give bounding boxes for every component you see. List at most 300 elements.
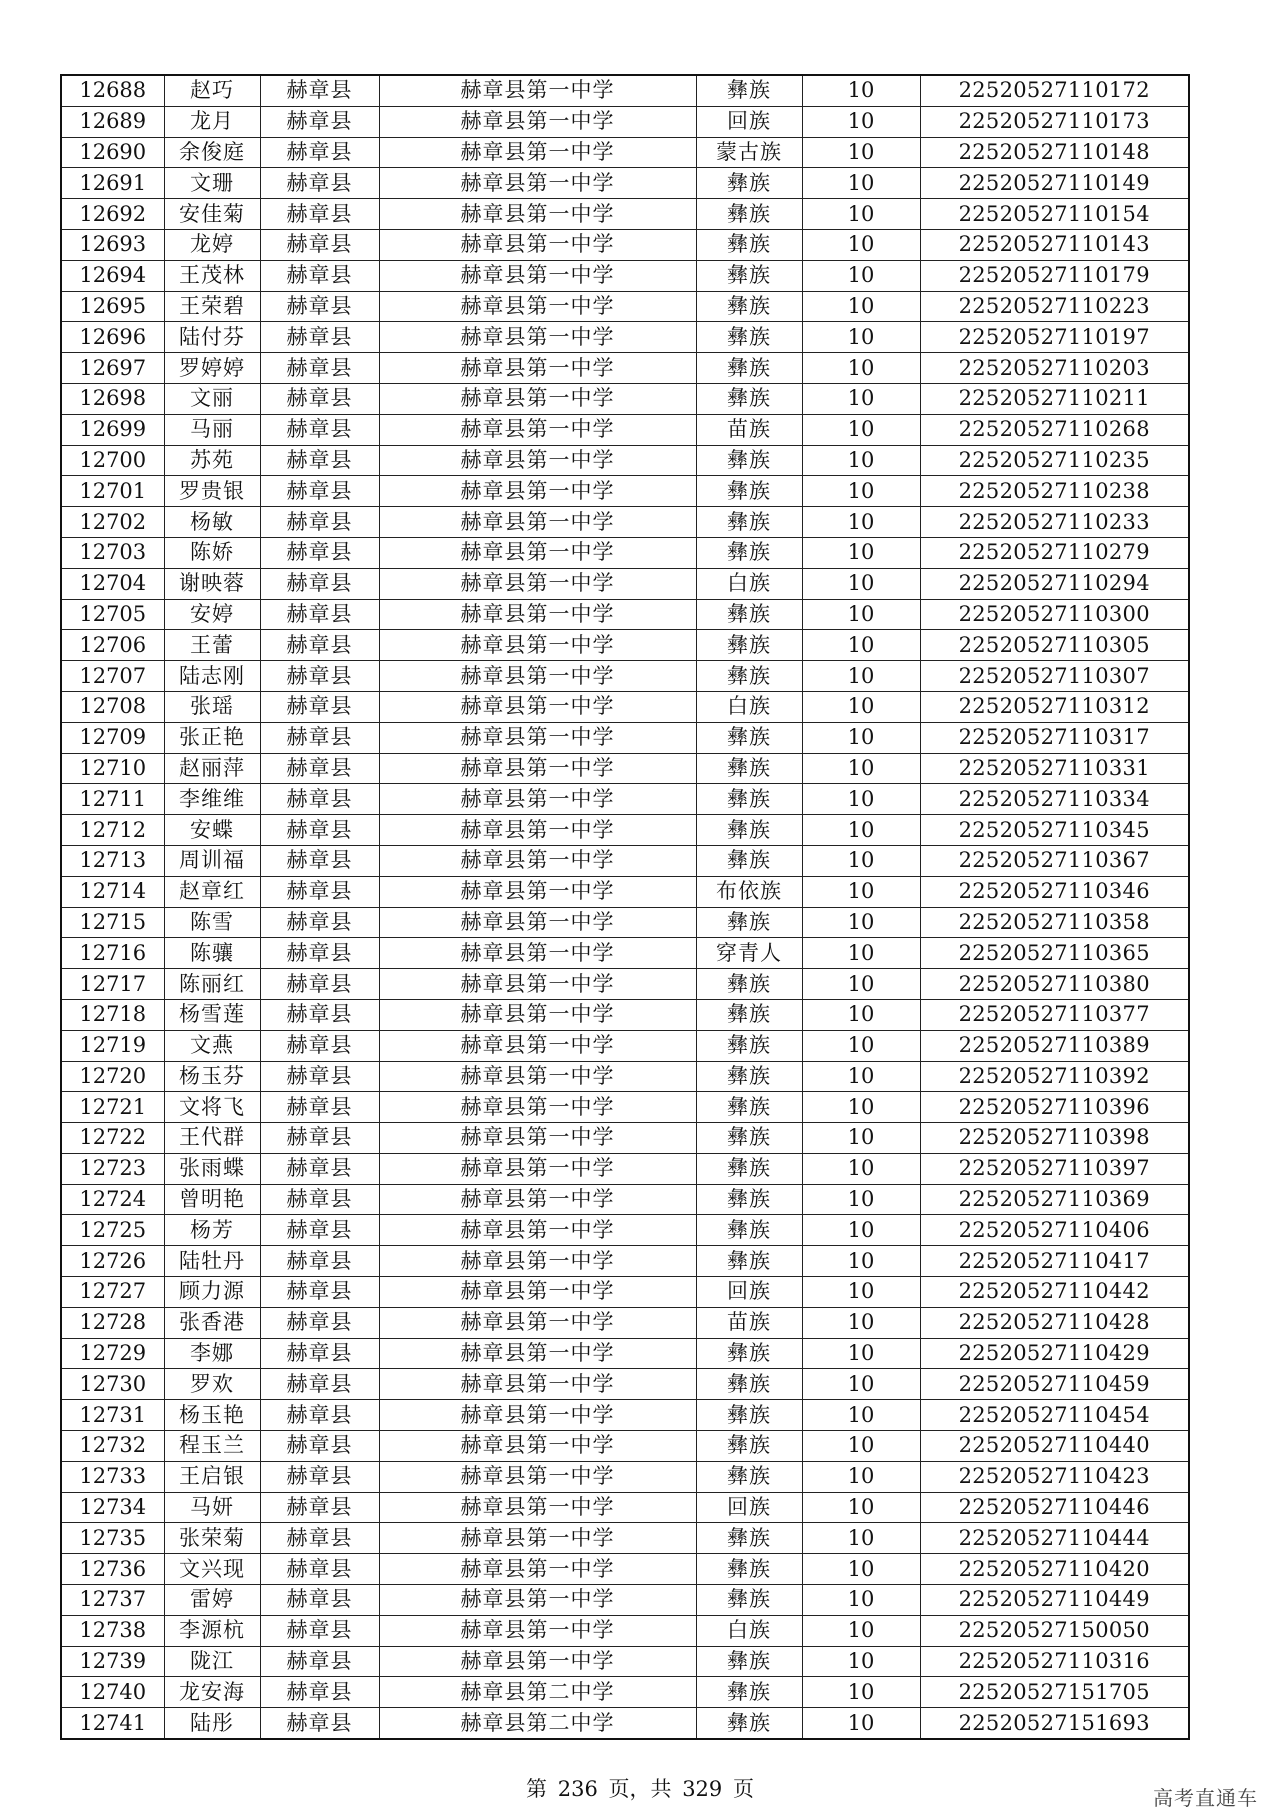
cell-school: 赫章县第一中学 (379, 1307, 696, 1338)
cell-score: 10 (802, 568, 920, 599)
cell-county: 赫章县 (260, 1215, 379, 1246)
cell-student-name: 陈丽红 (164, 969, 260, 1000)
cell-ethnicity: 彝族 (696, 229, 802, 260)
footer-prefix: 第 (526, 1777, 548, 1801)
cell-exam-number: 22520527110429 (920, 1338, 1189, 1369)
cell-county: 赫章县 (260, 845, 379, 876)
cell-exam-number: 22520527110367 (920, 845, 1189, 876)
cell-score: 10 (802, 75, 920, 106)
cell-ethnicity: 回族 (696, 106, 802, 137)
cell-county: 赫章县 (260, 291, 379, 322)
cell-ethnicity: 回族 (696, 1492, 802, 1523)
cell-exam-number: 22520527110197 (920, 322, 1189, 353)
table-row (61, 1277, 1189, 1308)
cell-row-index: 12700 (61, 445, 164, 476)
cell-student-name: 陆牡丹 (164, 1246, 260, 1277)
cell-county: 赫章县 (260, 1492, 379, 1523)
cell-exam-number: 22520527110454 (920, 1400, 1189, 1431)
cell-student-name: 罗贵银 (164, 476, 260, 507)
table-row (61, 414, 1189, 445)
cell-row-index: 12703 (61, 537, 164, 568)
cell-county: 赫章县 (260, 876, 379, 907)
cell-school: 赫章县第一中学 (379, 876, 696, 907)
cell-score: 10 (802, 1708, 920, 1739)
cell-row-index: 12713 (61, 845, 164, 876)
cell-exam-number: 22520527110305 (920, 630, 1189, 661)
cell-school: 赫章县第一中学 (379, 353, 696, 384)
cell-ethnicity: 彝族 (696, 537, 802, 568)
cell-score: 10 (802, 907, 920, 938)
cell-ethnicity: 彝族 (696, 1153, 802, 1184)
cell-student-name: 杨敏 (164, 507, 260, 538)
cell-ethnicity: 彝族 (696, 661, 802, 692)
cell-school: 赫章县第一中学 (379, 1184, 696, 1215)
cell-school: 赫章县第一中学 (379, 383, 696, 414)
cell-school: 赫章县第一中学 (379, 784, 696, 815)
cell-student-name: 龙月 (164, 106, 260, 137)
cell-exam-number: 22520527110294 (920, 568, 1189, 599)
cell-school: 赫章县第一中学 (379, 137, 696, 168)
cell-row-index: 12708 (61, 691, 164, 722)
cell-score: 10 (802, 199, 920, 230)
cell-score: 10 (802, 168, 920, 199)
cell-school: 赫章县第二中学 (379, 1677, 696, 1708)
cell-school: 赫章县第二中学 (379, 1708, 696, 1739)
cell-row-index: 12739 (61, 1646, 164, 1677)
table-row (61, 1523, 1189, 1554)
cell-row-index: 12706 (61, 630, 164, 661)
cell-score: 10 (802, 476, 920, 507)
table-row (61, 168, 1189, 199)
cell-score: 10 (802, 537, 920, 568)
cell-exam-number: 22520527110358 (920, 907, 1189, 938)
cell-student-name: 罗欢 (164, 1369, 260, 1400)
cell-county: 赫章县 (260, 1369, 379, 1400)
cell-score: 10 (802, 1585, 920, 1616)
cell-score: 10 (802, 630, 920, 661)
cell-student-name: 马妍 (164, 1492, 260, 1523)
cell-ethnicity: 彝族 (696, 260, 802, 291)
cell-exam-number: 22520527110365 (920, 938, 1189, 969)
table-row (61, 322, 1189, 353)
cell-county: 赫章县 (260, 137, 379, 168)
cell-score: 10 (802, 938, 920, 969)
cell-student-name: 张正艳 (164, 722, 260, 753)
cell-exam-number: 22520527110317 (920, 722, 1189, 753)
cell-row-index: 12740 (61, 1677, 164, 1708)
cell-ethnicity: 彝族 (696, 599, 802, 630)
cell-student-name: 龙安海 (164, 1677, 260, 1708)
cell-student-name: 陈雪 (164, 907, 260, 938)
cell-ethnicity: 彝族 (696, 1184, 802, 1215)
cell-row-index: 12698 (61, 383, 164, 414)
cell-score: 10 (802, 784, 920, 815)
cell-ethnicity: 彝族 (696, 1092, 802, 1123)
cell-exam-number: 22520527110397 (920, 1153, 1189, 1184)
cell-school: 赫章县第一中学 (379, 568, 696, 599)
cell-county: 赫章县 (260, 507, 379, 538)
cell-county: 赫章县 (260, 168, 379, 199)
table-row (61, 353, 1189, 384)
table-row (61, 1400, 1189, 1431)
cell-county: 赫章县 (260, 1277, 379, 1308)
cell-exam-number: 22520527110392 (920, 1061, 1189, 1092)
cell-ethnicity: 彝族 (696, 784, 802, 815)
footer-total-pages: 329 (682, 1777, 723, 1801)
cell-row-index: 12716 (61, 938, 164, 969)
cell-school: 赫章县第一中学 (379, 1431, 696, 1462)
cell-county: 赫章县 (260, 568, 379, 599)
cell-exam-number: 22520527110345 (920, 815, 1189, 846)
cell-county: 赫章县 (260, 537, 379, 568)
cell-ethnicity: 布依族 (696, 876, 802, 907)
cell-county: 赫章县 (260, 199, 379, 230)
cell-row-index: 12732 (61, 1431, 164, 1462)
cell-score: 10 (802, 322, 920, 353)
cell-exam-number: 22520527110279 (920, 537, 1189, 568)
cell-ethnicity: 彝族 (696, 1431, 802, 1462)
cell-county: 赫章县 (260, 599, 379, 630)
table-row (61, 1153, 1189, 1184)
table-row (61, 229, 1189, 260)
cell-ethnicity: 彝族 (696, 476, 802, 507)
cell-ethnicity: 彝族 (696, 845, 802, 876)
table-row (61, 845, 1189, 876)
cell-exam-number: 22520527110446 (920, 1492, 1189, 1523)
cell-county: 赫章县 (260, 1092, 379, 1123)
table-row (61, 1492, 1189, 1523)
cell-school: 赫章县第一中学 (379, 168, 696, 199)
table-row (61, 507, 1189, 538)
cell-exam-number: 22520527110423 (920, 1461, 1189, 1492)
cell-row-index: 12720 (61, 1061, 164, 1092)
table-row (61, 691, 1189, 722)
cell-ethnicity: 彝族 (696, 815, 802, 846)
cell-school: 赫章县第一中学 (379, 537, 696, 568)
cell-school: 赫章县第一中学 (379, 1338, 696, 1369)
cell-score: 10 (802, 1677, 920, 1708)
cell-ethnicity: 彝族 (696, 1123, 802, 1154)
cell-score: 10 (802, 445, 920, 476)
cell-exam-number: 22520527110173 (920, 106, 1189, 137)
table-row (61, 1585, 1189, 1616)
cell-score: 10 (802, 722, 920, 753)
cell-county: 赫章县 (260, 1061, 379, 1092)
table-row (61, 815, 1189, 846)
cell-row-index: 12734 (61, 1492, 164, 1523)
cell-county: 赫章县 (260, 75, 379, 106)
cell-school: 赫章县第一中学 (379, 1215, 696, 1246)
cell-school: 赫章县第一中学 (379, 1061, 696, 1092)
cell-county: 赫章县 (260, 414, 379, 445)
cell-school: 赫章县第一中学 (379, 1461, 696, 1492)
cell-score: 10 (802, 1061, 920, 1092)
cell-ethnicity: 彝族 (696, 1030, 802, 1061)
table-row (61, 999, 1189, 1030)
cell-school: 赫章县第一中学 (379, 1092, 696, 1123)
cell-exam-number: 22520527110377 (920, 999, 1189, 1030)
cell-county: 赫章县 (260, 1030, 379, 1061)
cell-exam-number: 22520527110449 (920, 1585, 1189, 1616)
cell-row-index: 12707 (61, 661, 164, 692)
cell-student-name: 龙婷 (164, 229, 260, 260)
cell-school: 赫章县第一中学 (379, 969, 696, 1000)
table-row (61, 476, 1189, 507)
cell-exam-number: 22520527110398 (920, 1123, 1189, 1154)
cell-row-index: 12722 (61, 1123, 164, 1154)
cell-row-index: 12694 (61, 260, 164, 291)
cell-ethnicity: 彝族 (696, 1554, 802, 1585)
cell-score: 10 (802, 260, 920, 291)
cell-school: 赫章县第一中学 (379, 199, 696, 230)
cell-row-index: 12735 (61, 1523, 164, 1554)
cell-student-name: 罗婷婷 (164, 353, 260, 384)
cell-row-index: 12691 (61, 168, 164, 199)
cell-student-name: 文兴现 (164, 1554, 260, 1585)
cell-exam-number: 22520527110148 (920, 137, 1189, 168)
cell-county: 赫章县 (260, 1246, 379, 1277)
cell-student-name: 周训福 (164, 845, 260, 876)
cell-ethnicity: 彝族 (696, 291, 802, 322)
cell-county: 赫章县 (260, 1615, 379, 1646)
cell-school: 赫章县第一中学 (379, 476, 696, 507)
table-row (61, 1184, 1189, 1215)
cell-ethnicity: 彝族 (696, 907, 802, 938)
table-row (61, 630, 1189, 661)
cell-ethnicity: 彝族 (696, 1708, 802, 1739)
cell-school: 赫章县第一中学 (379, 999, 696, 1030)
cell-student-name: 文丽 (164, 383, 260, 414)
table-row (61, 291, 1189, 322)
cell-student-name: 文珊 (164, 168, 260, 199)
cell-row-index: 12714 (61, 876, 164, 907)
cell-exam-number: 22520527110316 (920, 1646, 1189, 1677)
cell-student-name: 陈娇 (164, 537, 260, 568)
cell-county: 赫章县 (260, 1123, 379, 1154)
cell-ethnicity: 彝族 (696, 1400, 802, 1431)
cell-row-index: 12690 (61, 137, 164, 168)
cell-school: 赫章县第一中学 (379, 1492, 696, 1523)
cell-row-index: 12738 (61, 1615, 164, 1646)
cell-row-index: 12711 (61, 784, 164, 815)
cell-row-index: 12737 (61, 1585, 164, 1616)
cell-score: 10 (802, 1369, 920, 1400)
cell-score: 10 (802, 815, 920, 846)
watermark-text: 高考直通车 (1153, 1786, 1258, 1810)
cell-school: 赫章县第一中学 (379, 815, 696, 846)
cell-row-index: 12710 (61, 753, 164, 784)
cell-ethnicity: 彝族 (696, 75, 802, 106)
cell-row-index: 12701 (61, 476, 164, 507)
cell-exam-number: 22520527110380 (920, 969, 1189, 1000)
cell-exam-number: 22520527110143 (920, 229, 1189, 260)
cell-ethnicity: 彝族 (696, 322, 802, 353)
cell-county: 赫章县 (260, 322, 379, 353)
cell-county: 赫章县 (260, 1677, 379, 1708)
cell-exam-number: 22520527151693 (920, 1708, 1189, 1739)
table-row (61, 1030, 1189, 1061)
cell-county: 赫章县 (260, 722, 379, 753)
cell-row-index: 12704 (61, 568, 164, 599)
cell-ethnicity: 彝族 (696, 969, 802, 1000)
cell-county: 赫章县 (260, 1461, 379, 1492)
cell-school: 赫章县第一中学 (379, 1400, 696, 1431)
cell-school: 赫章县第一中学 (379, 1523, 696, 1554)
cell-score: 10 (802, 1153, 920, 1184)
cell-county: 赫章县 (260, 1153, 379, 1184)
cell-ethnicity: 彝族 (696, 1215, 802, 1246)
cell-score: 10 (802, 1492, 920, 1523)
cell-score: 10 (802, 1461, 920, 1492)
cell-student-name: 安蝶 (164, 815, 260, 846)
cell-county: 赫章县 (260, 353, 379, 384)
cell-exam-number: 22520527110369 (920, 1184, 1189, 1215)
cell-county: 赫章县 (260, 476, 379, 507)
cell-school: 赫章县第一中学 (379, 1369, 696, 1400)
cell-school: 赫章县第一中学 (379, 75, 696, 106)
cell-school: 赫章县第一中学 (379, 414, 696, 445)
cell-ethnicity: 苗族 (696, 414, 802, 445)
cell-student-name: 文将飞 (164, 1092, 260, 1123)
cell-score: 10 (802, 507, 920, 538)
table-row (61, 1123, 1189, 1154)
cell-row-index: 12702 (61, 507, 164, 538)
page-footer (0, 1773, 1280, 1803)
cell-school: 赫章县第一中学 (379, 1246, 696, 1277)
cell-ethnicity: 彝族 (696, 722, 802, 753)
cell-ethnicity: 彝族 (696, 383, 802, 414)
cell-school: 赫章县第一中学 (379, 1615, 696, 1646)
table-row (61, 1554, 1189, 1585)
cell-county: 赫章县 (260, 938, 379, 969)
cell-student-name: 李维维 (164, 784, 260, 815)
cell-student-name: 王代群 (164, 1123, 260, 1154)
cell-exam-number: 22520527110334 (920, 784, 1189, 815)
table-row (61, 784, 1189, 815)
cell-ethnicity: 彝族 (696, 1646, 802, 1677)
cell-row-index: 12721 (61, 1092, 164, 1123)
cell-ethnicity: 白族 (696, 1615, 802, 1646)
cell-exam-number: 22520527110442 (920, 1277, 1189, 1308)
cell-row-index: 12726 (61, 1246, 164, 1277)
table-row (61, 260, 1189, 291)
cell-county: 赫章县 (260, 260, 379, 291)
table-row (61, 938, 1189, 969)
cell-score: 10 (802, 1277, 920, 1308)
cell-exam-number: 22520527110223 (920, 291, 1189, 322)
table-row (61, 568, 1189, 599)
cell-county: 赫章县 (260, 229, 379, 260)
cell-county: 赫章县 (260, 691, 379, 722)
cell-school: 赫章县第一中学 (379, 1277, 696, 1308)
cell-school: 赫章县第一中学 (379, 260, 696, 291)
cell-student-name: 赵巧 (164, 75, 260, 106)
cell-row-index: 12688 (61, 75, 164, 106)
cell-county: 赫章县 (260, 1307, 379, 1338)
cell-student-name: 文燕 (164, 1030, 260, 1061)
cell-score: 10 (802, 137, 920, 168)
cell-score: 10 (802, 1215, 920, 1246)
table-row (61, 907, 1189, 938)
footer-middle: 页，共 (608, 1777, 672, 1801)
table-row (61, 1338, 1189, 1369)
cell-score: 10 (802, 691, 920, 722)
cell-county: 赫章县 (260, 1523, 379, 1554)
table-body (61, 75, 1189, 1739)
cell-exam-number: 22520527150050 (920, 1615, 1189, 1646)
cell-exam-number: 22520527110440 (920, 1431, 1189, 1462)
table-row (61, 1369, 1189, 1400)
cell-score: 10 (802, 1184, 920, 1215)
cell-student-name: 安佳菊 (164, 199, 260, 230)
cell-row-index: 12693 (61, 229, 164, 260)
table-row (61, 1061, 1189, 1092)
cell-exam-number: 22520527110203 (920, 353, 1189, 384)
cell-school: 赫章县第一中学 (379, 599, 696, 630)
cell-student-name: 王启银 (164, 1461, 260, 1492)
cell-exam-number: 22520527110307 (920, 661, 1189, 692)
cell-row-index: 12730 (61, 1369, 164, 1400)
cell-score: 10 (802, 999, 920, 1030)
cell-school: 赫章县第一中学 (379, 845, 696, 876)
table-row (61, 1307, 1189, 1338)
cell-ethnicity: 彝族 (696, 199, 802, 230)
cell-school: 赫章县第一中学 (379, 661, 696, 692)
cell-exam-number: 22520527110233 (920, 507, 1189, 538)
cell-row-index: 12731 (61, 1400, 164, 1431)
cell-school: 赫章县第一中学 (379, 229, 696, 260)
cell-ethnicity: 彝族 (696, 999, 802, 1030)
cell-county: 赫章县 (260, 969, 379, 1000)
cell-county: 赫章县 (260, 815, 379, 846)
cell-ethnicity: 彝族 (696, 445, 802, 476)
cell-ethnicity: 蒙古族 (696, 137, 802, 168)
cell-ethnicity: 彝族 (696, 753, 802, 784)
cell-school: 赫章县第一中学 (379, 1554, 696, 1585)
cell-exam-number: 22520527110444 (920, 1523, 1189, 1554)
cell-exam-number: 22520527110428 (920, 1307, 1189, 1338)
cell-county: 赫章县 (260, 999, 379, 1030)
cell-student-name: 王蕾 (164, 630, 260, 661)
cell-row-index: 12723 (61, 1153, 164, 1184)
cell-row-index: 12689 (61, 106, 164, 137)
cell-county: 赫章县 (260, 661, 379, 692)
cell-exam-number: 22520527110235 (920, 445, 1189, 476)
cell-student-name: 雷婷 (164, 1585, 260, 1616)
cell-student-name: 曾明艳 (164, 1184, 260, 1215)
cell-score: 10 (802, 661, 920, 692)
cell-row-index: 12715 (61, 907, 164, 938)
table-row (61, 1431, 1189, 1462)
cell-ethnicity: 回族 (696, 1277, 802, 1308)
cell-score: 10 (802, 1030, 920, 1061)
cell-school: 赫章县第一中学 (379, 291, 696, 322)
cell-student-name: 陆彤 (164, 1708, 260, 1739)
table-row (61, 1461, 1189, 1492)
cell-ethnicity: 彝族 (696, 1461, 802, 1492)
cell-ethnicity: 白族 (696, 568, 802, 599)
table-row (61, 106, 1189, 137)
table-row (61, 137, 1189, 168)
table-row (61, 661, 1189, 692)
cell-exam-number: 22520527110154 (920, 199, 1189, 230)
cell-school: 赫章县第一中学 (379, 322, 696, 353)
cell-row-index: 12705 (61, 599, 164, 630)
cell-score: 10 (802, 1338, 920, 1369)
cell-school: 赫章县第一中学 (379, 507, 696, 538)
cell-ethnicity: 穿青人 (696, 938, 802, 969)
cell-student-name: 赵章红 (164, 876, 260, 907)
